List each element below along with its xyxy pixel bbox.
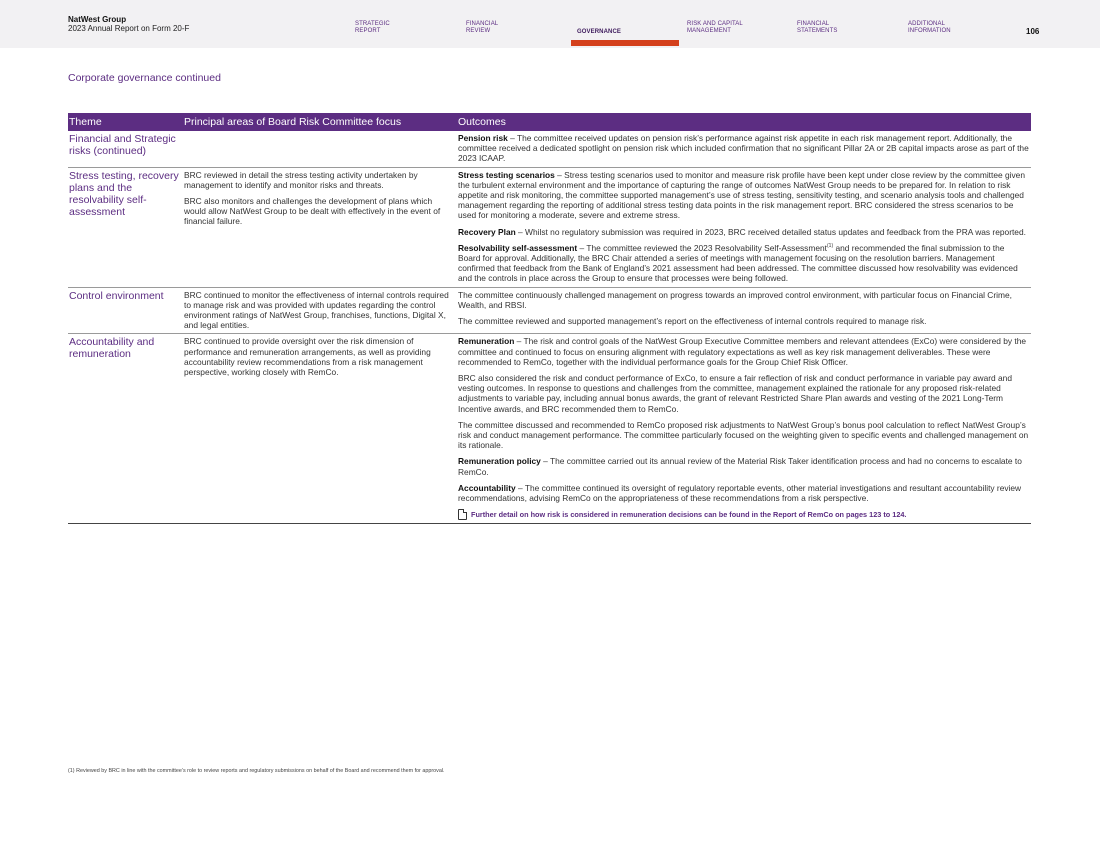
nav-label-line1: FINANCIAL xyxy=(466,21,499,27)
active-nav-indicator xyxy=(571,40,679,46)
outcome-paragraph xyxy=(458,170,1029,221)
outcome-text: and recommended the final submission to the Board for approval. Additionally, the BRC Chair attended a series of meetings with management focusing on the resolution barriers. Management confirmed that feedback from the Bank of England’s 2021 assessment had been addressed. The committee discussed how resolvability was evidenced and the controls in place across the Group to ensure that processes were being followed. xyxy=(458,242,1018,284)
nav-label-line1: GOVERNANCE xyxy=(577,29,622,35)
outcome-heading: Remuneration policy xyxy=(458,456,541,467)
outcome-heading: Remuneration xyxy=(458,336,515,347)
table-row-financial-strategic-risks xyxy=(68,131,1031,167)
nav-label-line2: STATEMENTS xyxy=(797,27,838,34)
outcome-text: – Stress testing scenarios used to monitor and measure risk profile have been kept under close review by the committee given the turbulent external environment and the importance of capturing the range of outcomes NatWest Group needs to be prepared for. In relation to risk appetite and risk monitoring, the committee supported management’s use of stress testing, sensitivity testing, and scenario analysis tools and challenged management regarding the reporting of additional stress testing data points in the risk management report. BRC considered the stress scenarios to be used for monitoring a moderate, severe and extreme stress. xyxy=(458,169,1025,221)
nav-governance[interactable] xyxy=(577,29,621,36)
footnote-reference[interactable]: (1) xyxy=(827,243,834,250)
page-header xyxy=(0,0,1100,48)
focus-area-cell xyxy=(183,287,457,334)
nav-label-line1: FINANCIAL xyxy=(797,21,830,27)
outcome-cell xyxy=(457,131,1031,167)
outcome-heading: Recovery Plan xyxy=(458,226,516,237)
table-header-row xyxy=(68,113,1031,131)
nav-financial-statements[interactable] xyxy=(797,21,837,34)
theme-cell: Stress testing, recovery plans and the resolvability self-assessment xyxy=(68,167,183,287)
outcome-paragraph: The committee continuously challenged management on progress towards an improved control environment, with particular focus on Financial Crime, Wealth, and RBSI. xyxy=(458,289,1012,310)
table-row-accountability-remuneration xyxy=(68,334,1031,524)
outcome-cell xyxy=(457,167,1031,287)
outcome-heading: Stress testing scenarios xyxy=(458,169,555,180)
theme-cell: Financial and Strategic risks (continued) xyxy=(68,131,183,167)
outcome-cell xyxy=(457,287,1031,334)
focus-area-cell xyxy=(183,131,457,167)
outcome-paragraph xyxy=(458,227,1029,237)
outcome-cell xyxy=(457,334,1031,524)
outcome-paragraph: The committee discussed and recommended to RemCo proposed risk adjustments to NatWest Group’s bonus pool calculation to reflect NatWest Group’s risk and conduct management performance. The committee particularly focused on the weighting given to specific events and challenged management on its rationale. xyxy=(458,419,1029,451)
outcome-text: – The committee reviewed the 2023 Resolvability Self-Assessment xyxy=(577,242,827,253)
outcome-text: – The risk and control goals of the NatWest Group Executive Committee members and relevant attendees (ExCo) were considered by the committee and continued to focus on ensuring alignment with regulatory expectations as well as key risk management deliverables. These were recommended to RemCo, together with the individual performance goals for the Group Chief Risk Officer. xyxy=(458,336,1027,367)
nav-label-line2: REPORT xyxy=(355,27,381,34)
nav-strategic-report[interactable] xyxy=(355,21,390,34)
nav-label-line1: ADDITIONAL xyxy=(908,21,946,27)
nav-financial-review[interactable] xyxy=(466,21,498,34)
outcome-paragraph xyxy=(458,336,1029,367)
footnote: (1) Reviewed by BRC in line with the committee’s role to review reports and regulatory submissions on behalf of the Board and recommend them for approval. xyxy=(68,768,445,774)
column-header-focus-areas: Principal areas of Board Risk Committee focus xyxy=(183,113,457,131)
nav-label-line2: INFORMATION xyxy=(908,27,951,34)
outcome-paragraph: BRC also considered the risk and conduct performance of ExCo, to ensure a fair reflection of risk and conduct performance in variable pay award and vesting outcomes. In response to questions and challenges from the committee, management explained the rationale for any proposed risk-related adjustments to variable pay, including annual bonus awards, the grant of relevant Restricted Share Plan awards and vesting of the 2021 Long-Term Incentive awards, and BRC recommended them to RemCo. xyxy=(458,373,1012,414)
section-title: Corporate governance continued xyxy=(68,72,221,84)
brand-block xyxy=(68,15,189,33)
brand-name: NatWest Group xyxy=(68,15,127,24)
remco-report-link[interactable] xyxy=(458,509,1029,520)
theme-cell: Accountability and remuneration xyxy=(68,334,183,524)
column-header-outcomes: Outcomes xyxy=(457,113,1031,131)
brc-focus-table xyxy=(68,113,1031,524)
nav-risk-and-capital-management[interactable] xyxy=(687,21,743,34)
outcome-paragraph xyxy=(458,133,1029,164)
table-row-control-environment xyxy=(68,287,1031,334)
focus-area-paragraph: BRC continued to monitor the effectiveness of internal controls required to manage risk and was provided with updates regarding the control environment ratings of NatWest Group, franchises, functions, Digital X, and legal entities. xyxy=(184,289,449,331)
outcome-text: – The committee received updates on pension risk’s performance against risk appetite in each risk management report. Additionally, the committee received a dedicated spotlight on pension risk which included confirmation that no significant Pillar 2A or 2B capital impacts arose as part of the 2023 ICAAP. xyxy=(458,133,1029,164)
outcome-heading: Resolvability self-assessment xyxy=(458,242,578,253)
outcome-paragraph xyxy=(458,243,1029,284)
outcome-text: – The committee continued its oversight of regulatory reportable events, other material investigations and resultant accountability review recommendations, advising RemCo on the appropriateness of these recommendations from a risk perspective. xyxy=(458,482,1022,504)
focus-area-cell xyxy=(183,167,457,287)
nav-label-line1: RISK AND CAPITAL xyxy=(687,21,743,27)
nav-label-line2: REVIEW xyxy=(466,27,491,34)
remco-report-link-text: Further detail on how risk is considered in remuneration decisions can be found in the Report of RemCo on pages 123 to 124. xyxy=(471,510,907,520)
outcome-paragraph xyxy=(458,483,1029,503)
nav-additional-information[interactable] xyxy=(908,21,951,34)
outcome-heading: Pension risk xyxy=(458,133,508,143)
outcome-paragraph: The committee reviewed and supported management’s report on the effectiveness of internal controls required to manage risk. xyxy=(458,316,927,327)
document-icon xyxy=(458,509,467,520)
theme-cell: Control environment xyxy=(68,287,183,334)
nav-label-line2: MANAGEMENT xyxy=(687,27,732,34)
report-subtitle: 2023 Annual Report on Form 20-F xyxy=(68,24,190,33)
outcome-text: – Whilst no regulatory submission was required in 2023, BRC received detailed status updates and feedback from the PRA was reported. xyxy=(515,226,1026,237)
column-header-theme: Theme xyxy=(68,113,183,131)
page-number: 106 xyxy=(1026,27,1040,36)
table-row-stress-testing xyxy=(68,167,1031,287)
outcome-text: – The committee carried out its annual review of the Material Risk Taker identification process and had no concerns to escalate to RemCo. xyxy=(458,456,1022,477)
focus-area-paragraph: BRC continued to provide oversight over the risk dimension of performance and remuneration arrangements, as well as providing accountability review recommendations from a risk management perspective, working closely with RemCo. xyxy=(184,336,431,378)
focus-area-cell xyxy=(183,334,457,524)
nav-label-line1: STRATEGIC xyxy=(355,21,390,27)
focus-area-paragraph: BRC reviewed in detail the stress testing activity undertaken by management to identify and monitor risks and threats. xyxy=(184,169,418,190)
outcome-heading: Accountability xyxy=(458,482,516,493)
focus-area-paragraph: BRC also monitors and challenges the development of plans which would allow NatWest Group to be dealt with effectively in the event of financial failure. xyxy=(184,196,441,227)
outcome-paragraph xyxy=(458,456,1029,476)
